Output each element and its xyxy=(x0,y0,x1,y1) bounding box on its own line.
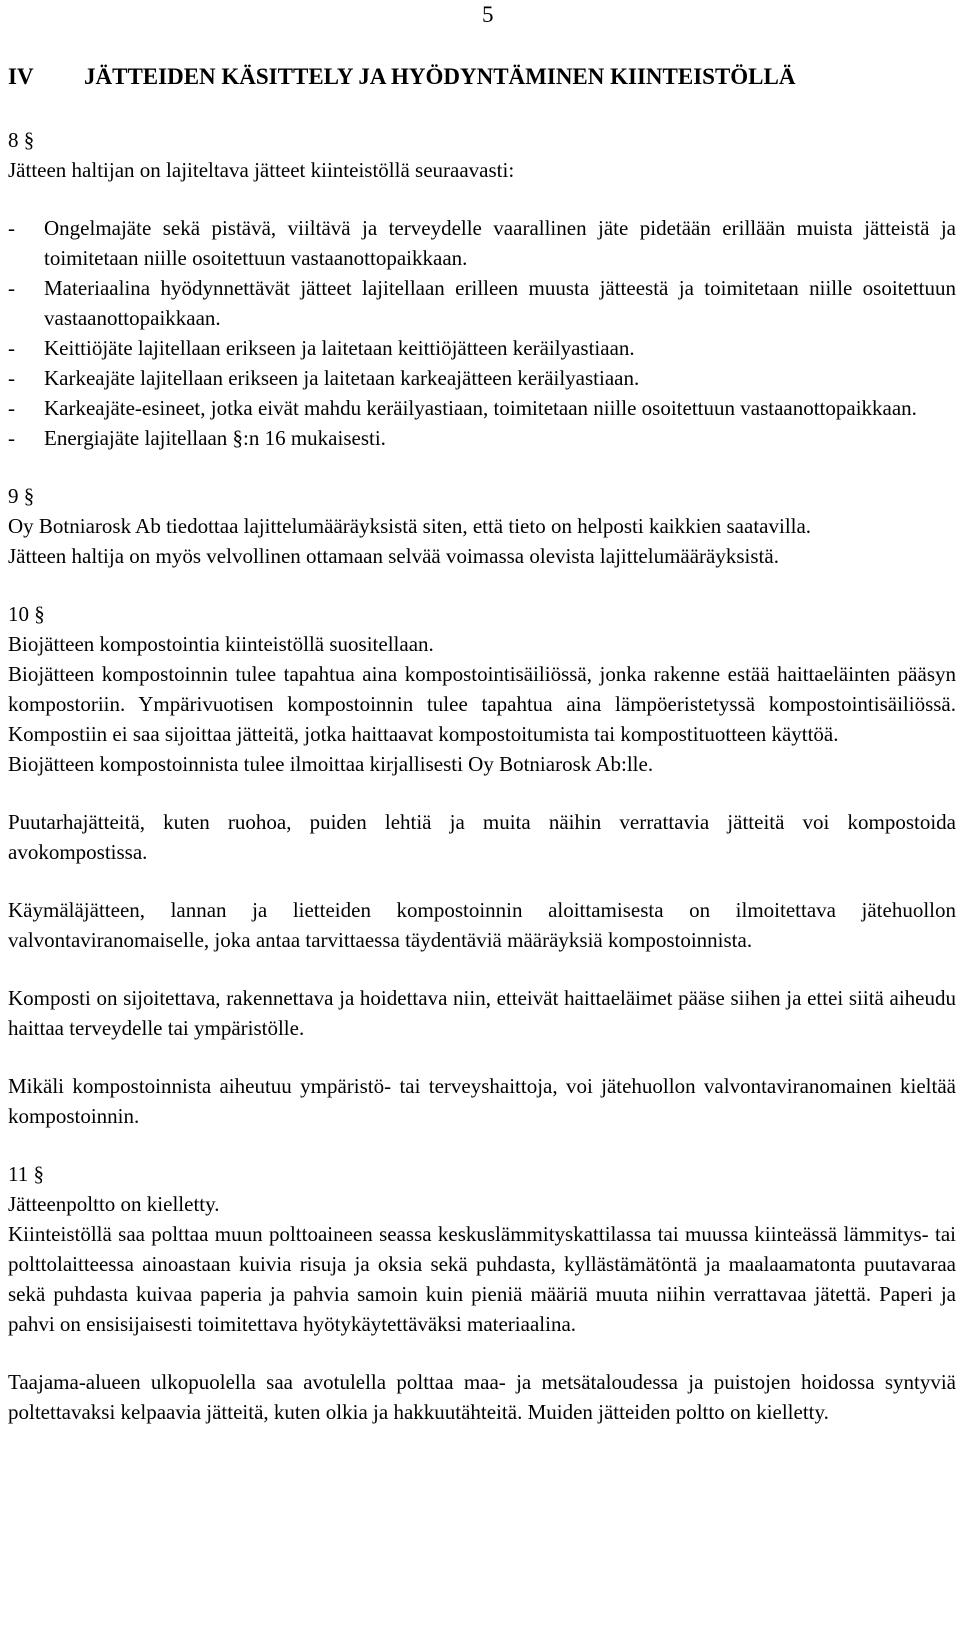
section-9 xyxy=(8,481,956,571)
chapter-number: IV xyxy=(8,64,34,89)
paragraph: Jätteen haltija on myös velvollinen ottamaan selvää voimassa olevista lajittelumääräyksistä. xyxy=(8,544,779,568)
paragraph: Mikäli kompostoinnista aiheutuu ympäristö- tai terveyshaittoja, voi jätehuollon valvontaviranomainen kieltää kompostoinnin. xyxy=(8,1074,956,1128)
section-10 xyxy=(8,599,956,1131)
list-item: - Karkeajäte lajitellaan erikseen ja laitetaan karkeajätteen keräilyastiaan. xyxy=(8,363,956,393)
list-item: - Karkeajäte-esineet, jotka eivät mahdu keräilyastiaan, toimitetaan niille osoitettuun vastaanottopaikkaan. xyxy=(8,393,956,423)
paragraph: Taajama-alueen ulkopuolella saa avotulella polttaa maa- ja metsätaloudessa ja puistojen hoidossa syntyviä poltettavaksi kelpaavia jätteitä, kuten olkia ja hakkuutähteitä. Muiden jätteiden poltto on kielletty. xyxy=(8,1370,956,1424)
paragraph: Oy Botniarosk Ab tiedottaa lajittelumääräyksistä siten, että tieto on helposti kaikkien saatavilla. xyxy=(8,514,812,538)
section-8 xyxy=(8,125,956,453)
section-intro: Jätteen haltijan on lajiteltava jätteet kiinteistöllä seuraavasti: xyxy=(8,158,515,182)
section-heading: 8 § xyxy=(8,128,35,152)
section-heading: 9 § xyxy=(8,484,35,508)
paragraph: Biojätteen kompostoinnin tulee tapahtua aina kompostointisäiliössä, jonka rakenne estää haittaeläinten pääsyn kompostoriin. Ympärivuotisen kompostoinnin tulee tapahtua aina lämpöeristetyssä kompostointisäiliössä. Kompostiin ei saa sijoittaa jätteitä, jotka haittaavat kompostoitumista tai kompostituotteen käyttöä. xyxy=(8,662,956,746)
section-heading: 11 § xyxy=(8,1162,44,1186)
paragraph: Käymäläjätteen, lannan ja lietteiden kompostoinnin aloittamisesta on ilmoitettava jätehuollon valvontaviranomaiselle, joka antaa tarvittaessa täydentäviä määräyksiä kompostoinnista. xyxy=(8,898,956,952)
list-item: - Ongelmajäte sekä pistävä, viiltävä ja terveydelle vaarallinen jäte pidetään erillään muista jätteistä ja toimitetaan niille osoitettuun vastaanottopaikkaan. xyxy=(8,213,956,273)
sorting-list xyxy=(8,213,956,453)
section-heading: 10 § xyxy=(8,602,45,626)
list-item: - Materiaalina hyödynnettävät jätteet lajitellaan erilleen muusta jätteestä ja toimitetaan niille osoitettuun vastaanottopaikkaan. xyxy=(8,273,956,333)
paragraph: Kiinteistöllä saa polttaa muun polttoaineen seassa keskuslämmityskattilassa tai muussa kiinteässä lämmitys- tai polttolaitteessa ainoastaan kuivia risuja ja oksia sekä puhdasta, kyllästämätöntä ja maalaamatonta puutavaraa sekä puhdasta kuivaa paperia ja pahvia samoin kuin pieniä määriä muuta niihin verrattavaa jätettä. Paperi ja pahvi on ensisijaisesti toimitettava hyötykäytettäväksi materiaalina. xyxy=(8,1222,956,1336)
list-item: - Energiajäte lajitellaan §:n 16 mukaisesti. xyxy=(8,423,956,453)
paragraph: Puutarhajätteitä, kuten ruohoa, puiden lehtiä ja muita näihin verrattavia jätteitä voi kompostoida avokompostissa. xyxy=(8,810,956,864)
chapter-title: JÄTTEIDEN KÄSITTELY JA HYÖDYNTÄMINEN KIINTEISTÖLLÄ xyxy=(84,64,796,89)
paragraph: Biojätteen kompostointia kiinteistöllä suositellaan. xyxy=(8,632,434,656)
paragraph: Biojätteen kompostoinnista tulee ilmoittaa kirjallisesti Oy Botniarosk Ab:lle. xyxy=(8,752,654,776)
list-item: - Keittiöjäte lajitellaan erikseen ja laitetaan keittiöjätteen keräilyastiaan. xyxy=(8,333,956,363)
document-body xyxy=(8,125,956,1427)
paragraph: Komposti on sijoitettava, rakennettava ja hoidettava niin, etteivät haittaeläimet pääse siihen ja ettei siitä aiheudu haittaa terveydelle tai ympäristölle. xyxy=(8,986,956,1040)
paragraph: Jätteenpoltto on kielletty. xyxy=(8,1192,220,1216)
page-number: 5 xyxy=(482,2,494,27)
section-11 xyxy=(8,1159,956,1427)
